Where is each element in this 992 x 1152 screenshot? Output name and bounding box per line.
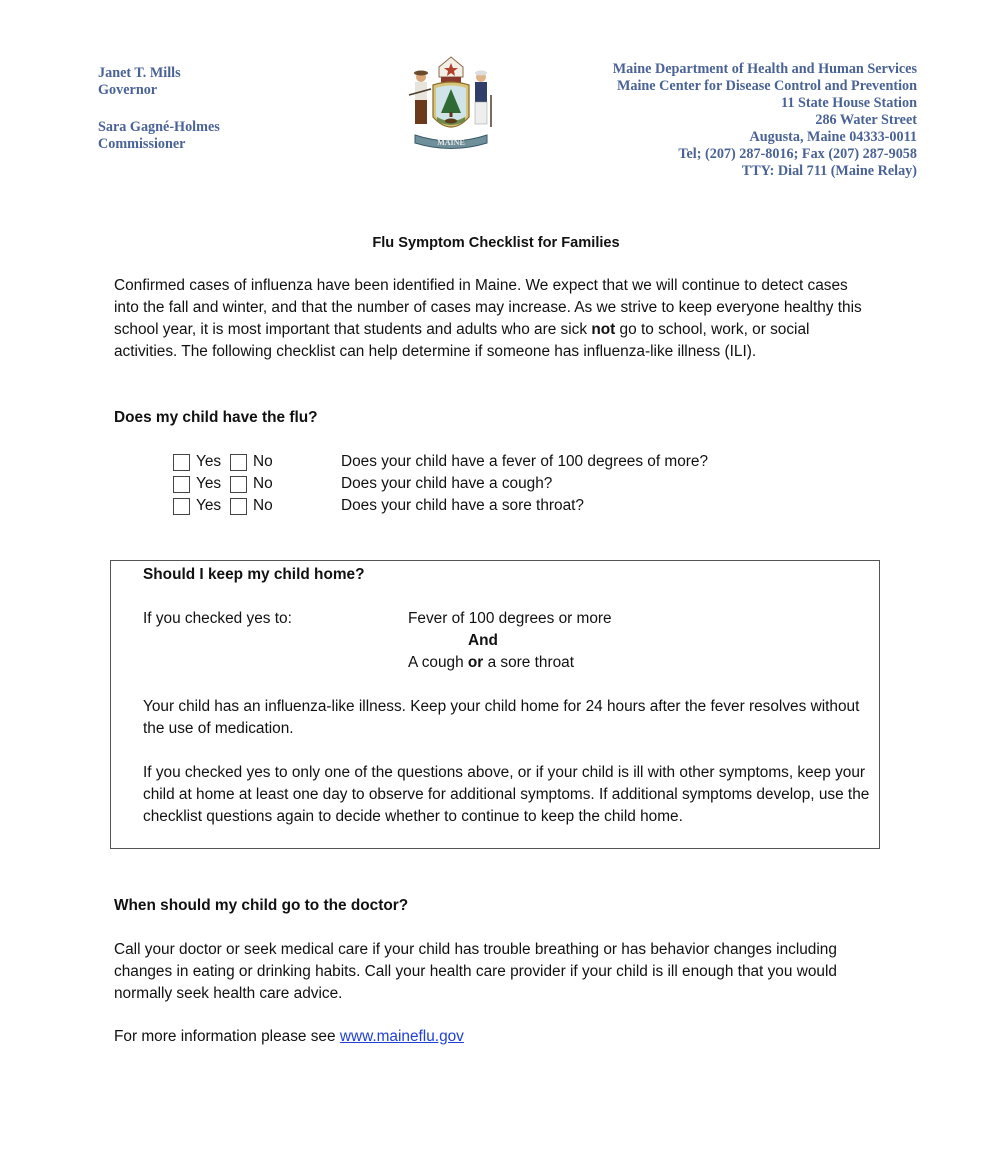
symptom-checklist (173, 451, 708, 517)
keep-home-box (110, 560, 880, 849)
address-station: 11 State House Station (781, 95, 917, 111)
more-info-line (114, 1026, 464, 1048)
intro-text-a: Confirmed cases of influenza have been identified in Maine. We expect that we will continue to detect cases into the fall and winter, and that the number of cases may increase. As we strive to keep everyone healthy this school year, it is most important that students and adults who are sick (114, 277, 862, 338)
svg-text:MAINE: MAINE (437, 138, 465, 147)
condition-and: And (468, 632, 498, 649)
yes-label: Yes (196, 497, 222, 514)
checklist-row-sore-throat (173, 495, 708, 517)
doctor-heading: When should my child go to the doctor? (114, 897, 409, 914)
condition-throat-text: a sore throat (483, 654, 574, 671)
commissioner-title: Commissioner (98, 136, 186, 152)
keep-home-conditions (143, 608, 873, 674)
tty: TTY: Dial 711 (Maine Relay) (741, 163, 917, 179)
letterhead-officials (98, 65, 220, 153)
keep-home-heading: Should I keep my child home? (143, 566, 365, 583)
sore-throat-yes-checkbox[interactable] (173, 498, 190, 515)
phone-fax: Tel; (207) 287-8016; Fax (207) 287-9058 (678, 146, 917, 162)
fever-no-checkbox[interactable] (230, 454, 247, 471)
intro-bold-not: not (591, 321, 616, 338)
no-label: No (253, 497, 273, 514)
address-city: Augusta, Maine 04333-0011 (749, 129, 917, 145)
agency-name: Maine Department of Health and Human Services (612, 61, 917, 77)
maineflu-link[interactable]: www.maineflu.gov (339, 1028, 464, 1045)
cough-yes-checkbox[interactable] (173, 476, 190, 493)
condition-fever: Fever of 100 degrees or more (408, 610, 612, 627)
governor-name: Janet T. Mills (98, 65, 181, 81)
condition-or: or (467, 654, 484, 671)
condition-cough-or-throat (408, 652, 612, 674)
governor-title: Governor (98, 82, 158, 98)
commissioner-name: Sara Gagné-Holmes (98, 119, 220, 135)
condition-cough-text: A cough (408, 654, 468, 671)
maine-state-seal-icon (405, 55, 497, 153)
if-checked-label: If you checked yes to: (143, 610, 292, 627)
flu-question-heading: Does my child have the flu? (114, 409, 318, 426)
no-label: No (253, 475, 273, 492)
center-name: Maine Center for Disease Control and Prevention (616, 78, 917, 94)
yes-label: Yes (196, 453, 222, 470)
letterhead-address (613, 61, 917, 180)
checklist-row-cough (173, 473, 708, 495)
checklist-row-fever (173, 451, 708, 473)
doctor-paragraph: Call your doctor or seek medical care if your child has trouble breathing or has behavior changes including changes in eating or drinking habits. Call your health care provider if your child is ill enough that you would normally seek health care advice. (114, 941, 837, 1002)
observe-paragraph: If you checked yes to only one of the questions above, or if your child is ill with other symptoms, keep your child at home at least one day to observe for additional symptoms. If additional symptoms develop, use the checklist questions again to decide whether to continue to keep the child home. (143, 764, 870, 825)
sore-throat-no-checkbox[interactable] (230, 498, 247, 515)
question-sore-throat: Does your child have a sore throat? (341, 497, 584, 514)
more-info-prefix: For more information please see (114, 1028, 340, 1045)
ili-paragraph: Your child has an influenza-like illness. Keep your child home for 24 hours after the fever resolves without the use of medication. (143, 698, 860, 737)
yes-label: Yes (196, 475, 222, 492)
question-fever: Does your child have a fever of 100 degrees of more? (341, 453, 709, 470)
intro-text-b: go to school, work, or social activities. The following checklist can help determine if someone has influenza-like illness (ILI). (114, 321, 810, 360)
address-street: 286 Water Street (815, 112, 917, 128)
question-cough: Does your child have a cough? (341, 475, 553, 492)
cough-no-checkbox[interactable] (230, 476, 247, 493)
document-title: Flu Symptom Checklist for Families (372, 235, 620, 251)
intro-paragraph (114, 275, 874, 363)
no-label: No (253, 453, 273, 470)
fever-yes-checkbox[interactable] (173, 454, 190, 471)
